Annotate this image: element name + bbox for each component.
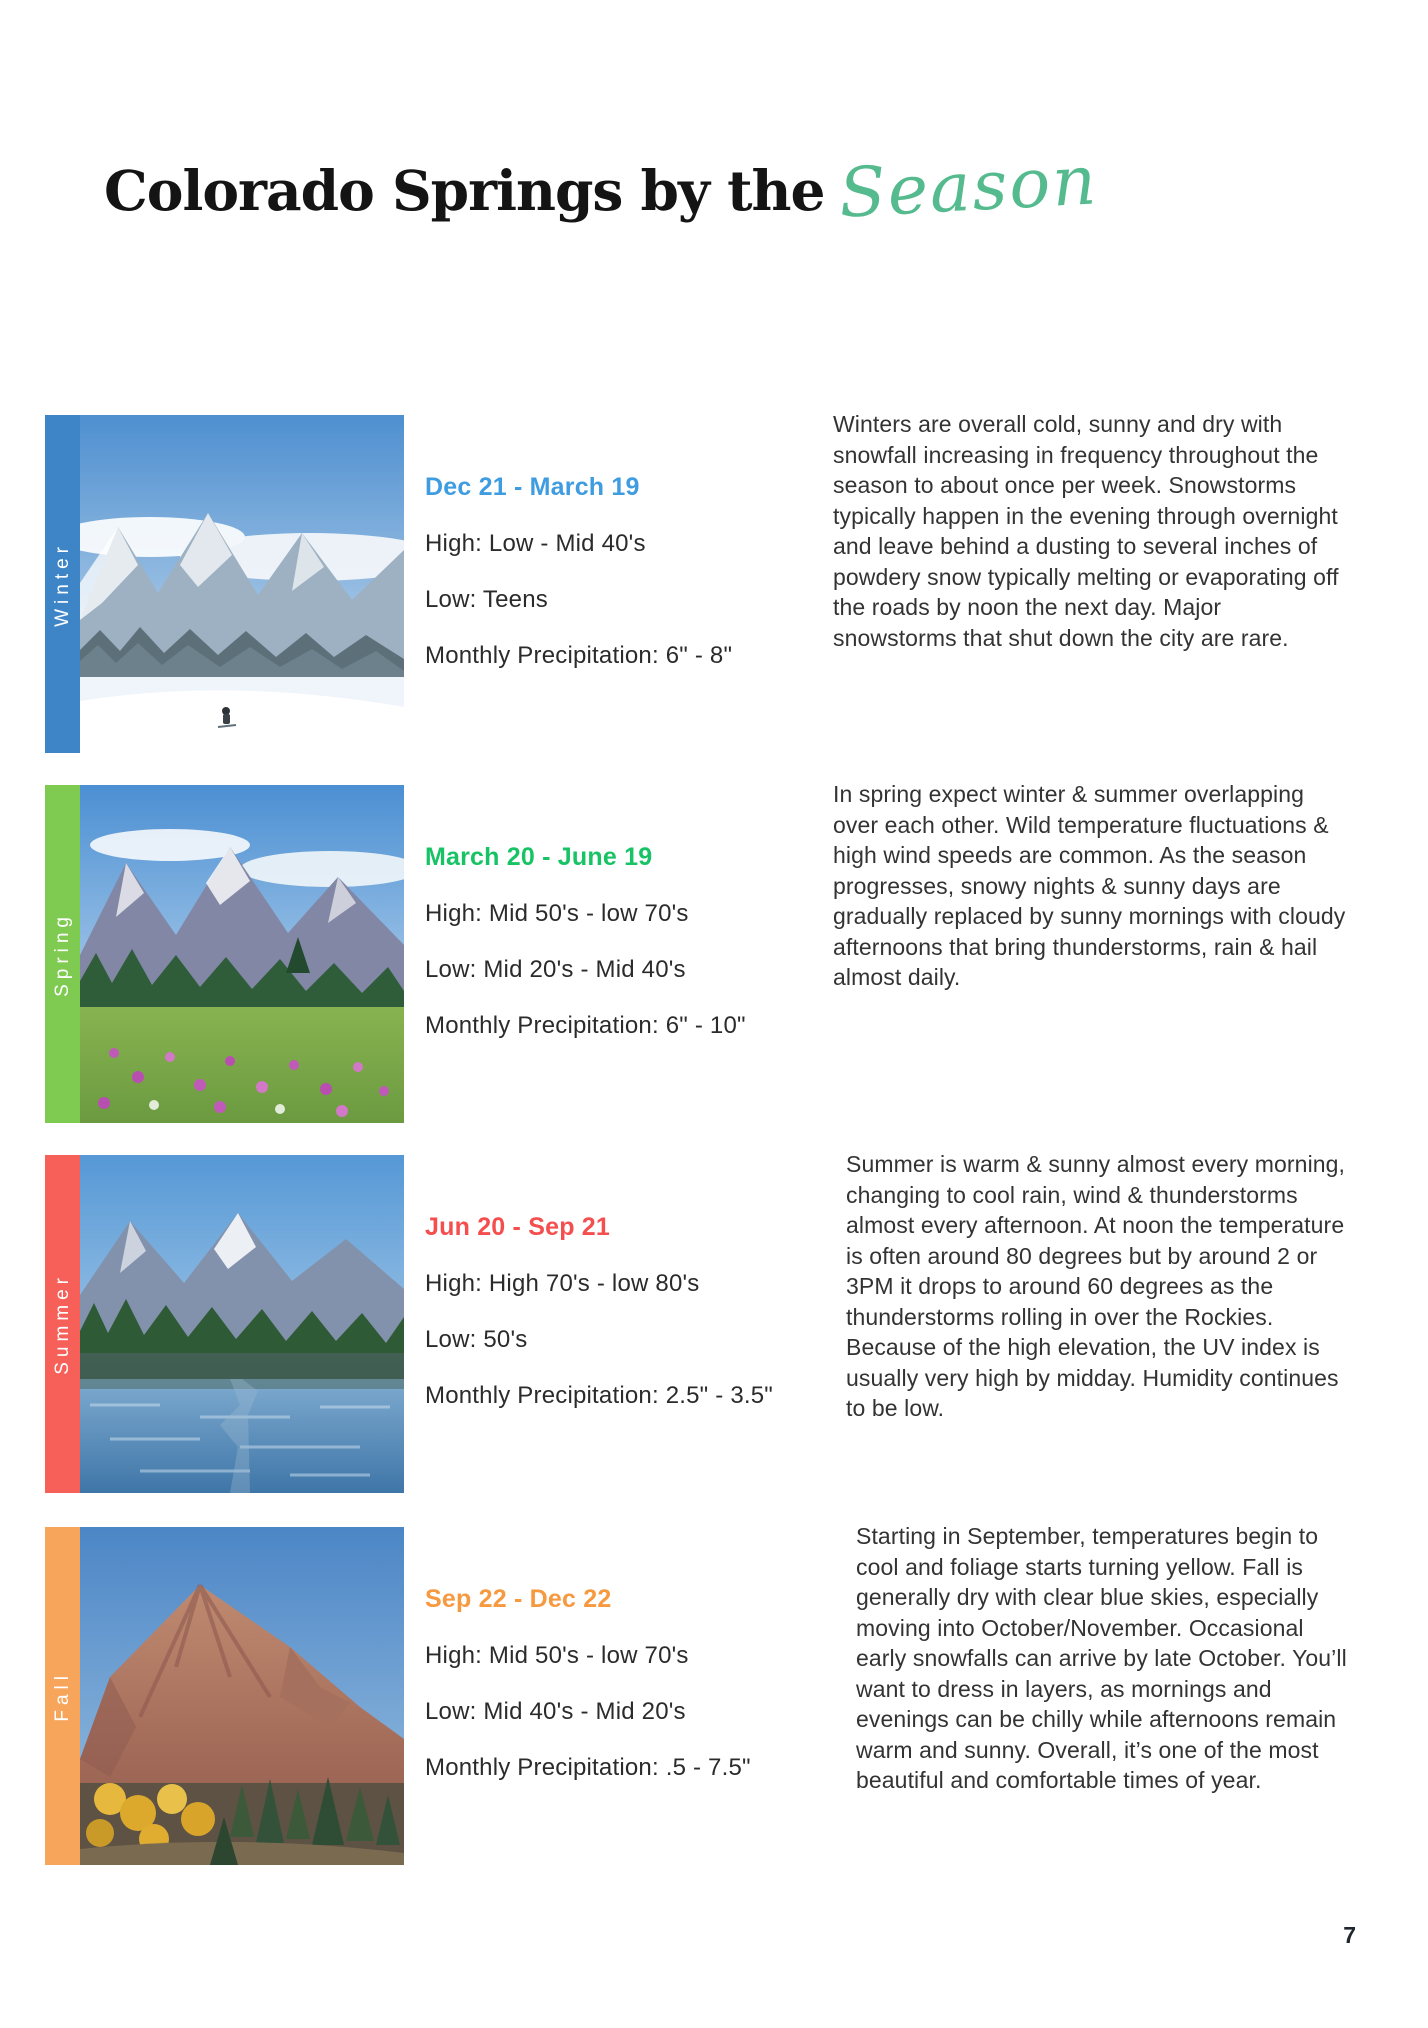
summer-description: Summer is warm & sunny almost every morning, changing to cool rain, wind & thunderstorms almost every afternoon. At noon the temperature is often around 80 degrees but by around 2 or 3PM it drops to around 60 degrees as the thunderstorms rolling in over the Rockies. Because of the high elevation, the UV index is usually very high by midday. Humidity continues to be low.: [846, 1151, 1346, 1421]
fall-description: Starting in September, temperatures begin to cool and foliage starts turning yellow. Fall is generally dry with clear blue skies, especially moving into October/November. Occasional early snowfalls can arrive by late October. You’ll want to dress in layers, as mornings and evenings can be chilly while afternoons remain warm and sunny. Overall, it’s one of the most beautiful and comfortable times of year.: [856, 1523, 1347, 1793]
winter-precipitation: Monthly Precipitation: 6" - 8": [425, 642, 733, 669]
fall-photo: [80, 1527, 404, 1865]
fall-season-bar: [45, 1527, 80, 1865]
spring-stats: [425, 843, 746, 1040]
winter-low: Low: Teens: [425, 586, 548, 613]
page-number: 7: [1343, 1922, 1356, 1948]
summer-season-bar: [45, 1155, 80, 1493]
summer-precipitation: Monthly Precipitation: 2.5" - 3.5": [425, 1382, 774, 1409]
winter-photo: [80, 415, 404, 753]
spring-bar-label: Spring: [51, 911, 73, 997]
spring-season-bar: [45, 785, 80, 1123]
season-section-spring: [0, 781, 1428, 1123]
winter-season-bar: [45, 415, 80, 753]
spring-description: In spring expect winter & summer overlapping over each other. Wild temperature fluctuations & high wind speeds are common. As the season progresses, snowy nights & sunny days are gradually replaced by sunny mornings with cloudy afternoons that bring thunderstorms, rain & hail almost daily.: [833, 781, 1346, 990]
winter-high: High: Low - Mid 40's: [425, 530, 646, 557]
spring-low: Low: Mid 20's - Mid 40's: [425, 956, 686, 983]
spring-precipitation: Monthly Precipitation: 6" - 10": [425, 1012, 746, 1039]
summer-high: High: High 70's - low 80's: [425, 1270, 700, 1297]
page-title-script-word: Season: [836, 141, 1100, 234]
summer-date-range: Jun 20 - Sep 21: [425, 1213, 611, 1241]
fall-precipitation: Monthly Precipitation: .5 - 7.5": [425, 1754, 751, 1781]
season-section-summer: [0, 1151, 1428, 1493]
winter-bar-label: Winter: [51, 541, 73, 627]
season-section-winter: [0, 411, 1428, 753]
winter-stats: [425, 473, 732, 670]
summer-photo-image: [80, 1155, 404, 1493]
summer-low: Low: 50's: [425, 1326, 528, 1353]
summer-bar-label: Summer: [51, 1273, 73, 1375]
winter-description: Winters are overall cold, sunny and dry with snowfall increasing in frequency throughout the season to about once per week. Snowstorms typically happen in the evening through overnight and leave behind a dusting to several inches of powdery snow typically melting or evaporating off the roads by noon the next day. Major snowstorms that shut down the city are rare.: [833, 411, 1339, 651]
season-section-fall: [0, 1523, 1428, 1865]
fall-photo-image: [80, 1527, 404, 1865]
spring-photo: [80, 785, 404, 1123]
winter-date-range: Dec 21 - March 19: [425, 473, 640, 501]
spring-photo-image: [80, 785, 404, 1123]
page-title-text: Colorado Springs by the: [104, 158, 825, 223]
page-title: [104, 141, 1100, 234]
spring-date-range: March 20 - June 19: [425, 843, 653, 871]
fall-low: Low: Mid 40's - Mid 20's: [425, 1698, 686, 1725]
fall-stats: [425, 1585, 751, 1782]
summer-photo: [80, 1155, 404, 1493]
summer-stats: [425, 1213, 773, 1410]
winter-photo-image: [80, 415, 404, 753]
spring-high: High: Mid 50's - low 70's: [425, 900, 689, 927]
fall-bar-label: Fall: [51, 1670, 73, 1722]
fall-date-range: Sep 22 - Dec 22: [425, 1585, 612, 1613]
fall-high: High: Mid 50's - low 70's: [425, 1642, 689, 1669]
